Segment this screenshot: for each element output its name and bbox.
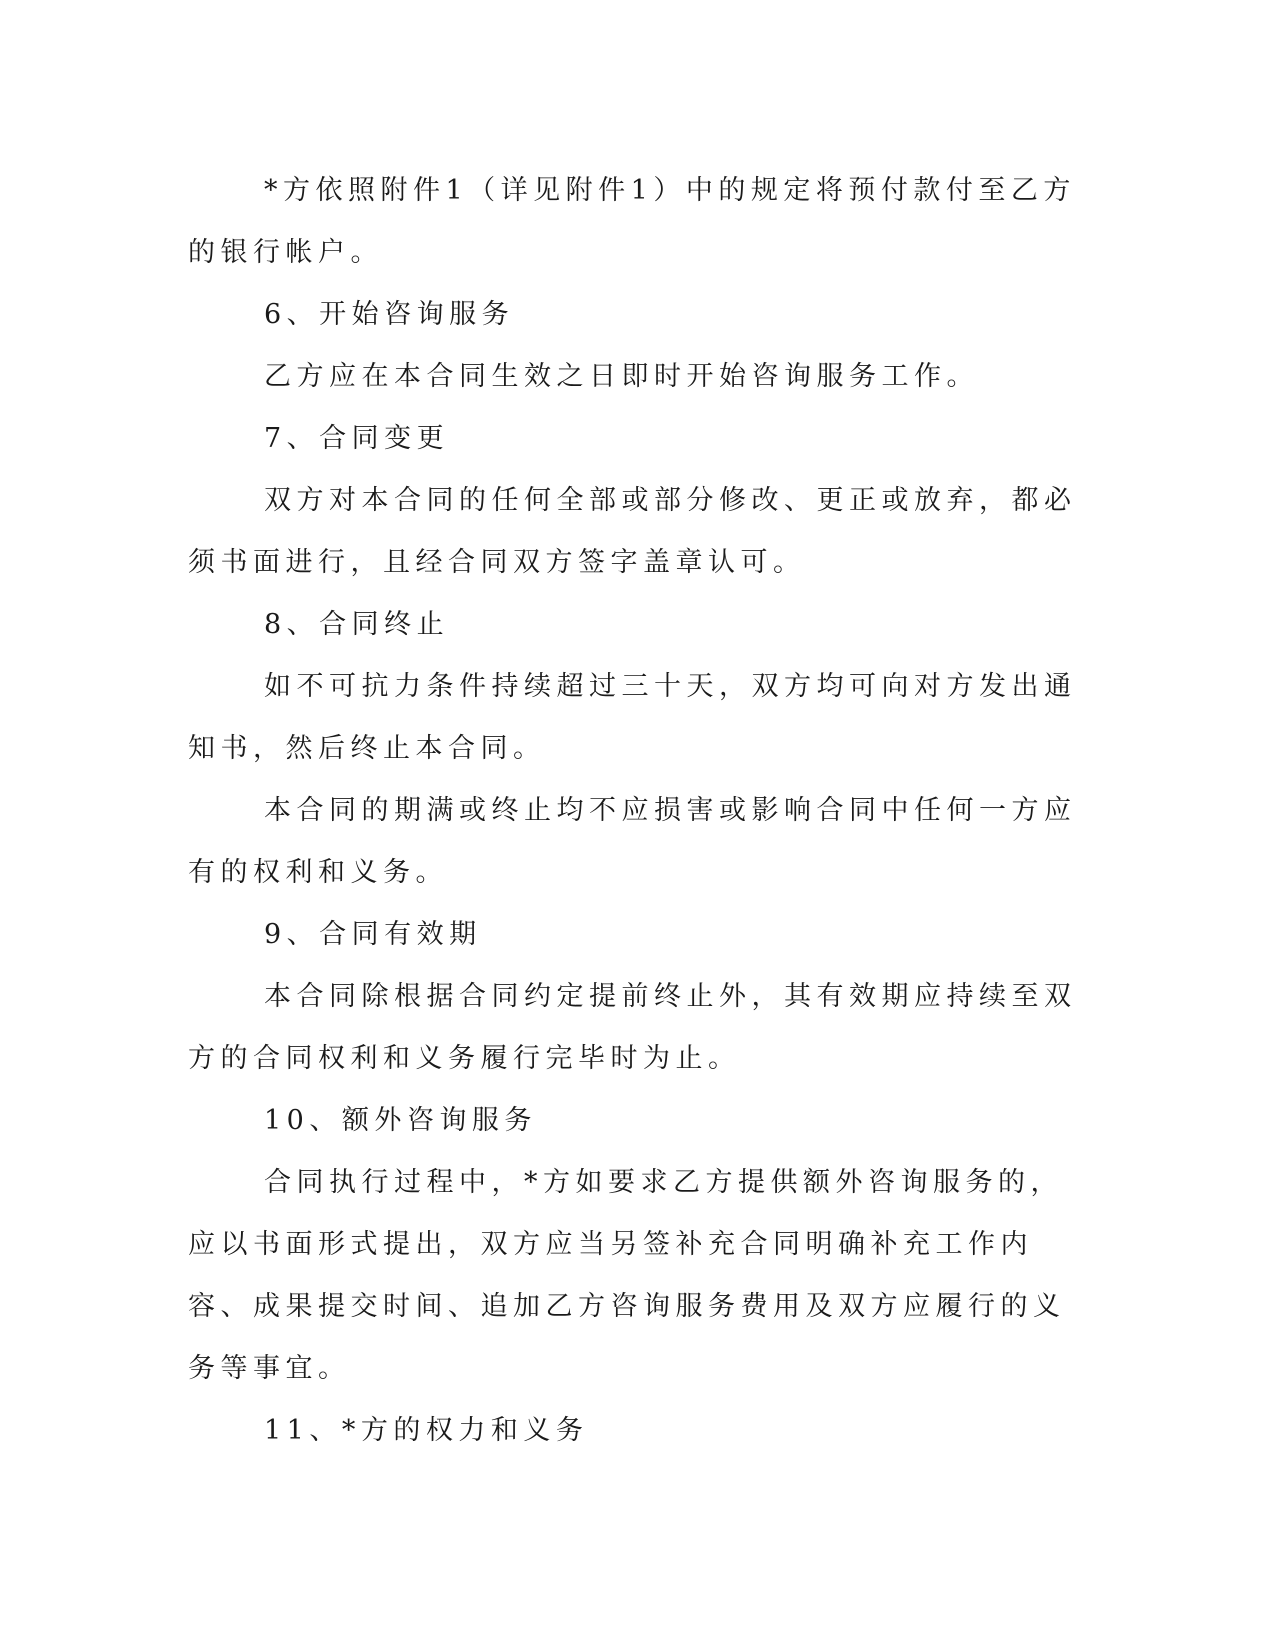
heading-start-consulting: 6、开始咨询服务 bbox=[264, 299, 515, 330]
paragraph-start-consulting: 乙方应在本合同生效之日即时开始咨询服务工作。 bbox=[264, 361, 979, 392]
heading-party-a-rights: 11、*方的权力和义务 bbox=[264, 1415, 589, 1446]
paragraph-force-majeure: 如不可抗力条件持续超过三十天，双方均可向对方发出通知书，然后终止本合同。 bbox=[188, 671, 1077, 764]
paragraph-validity-period: 本合同除根据合同约定提前终止外，其有效期应持续至双方的合同权利和义务履行完毕时为止。 bbox=[188, 981, 1077, 1074]
heading-extra-consulting: 10、额外咨询服务 bbox=[264, 1105, 537, 1136]
paragraph-prepayment: *方依照附件1（详见附件1）中的规定将预付款付至乙方的银行帐户。 bbox=[188, 175, 1076, 268]
heading-contract-termination: 8、合同终止 bbox=[264, 609, 450, 640]
heading-validity-period: 9、合同有效期 bbox=[264, 919, 482, 950]
paragraph-contract-change: 双方对本合同的任何全部或部分修改、更正或放弃，都必须书面进行，且经合同双方签字盖章认可。 bbox=[188, 485, 1077, 578]
heading-contract-change: 7、合同变更 bbox=[264, 423, 450, 454]
document-body bbox=[188, 160, 1078, 1462]
paragraph-termination-rights: 本合同的期满或终止均不应损害或影响合同中任何一方应有的权利和义务。 bbox=[188, 795, 1077, 888]
paragraph-extra-consulting: 合同执行过程中，*方如要求乙方提供额外咨询服务的，应以书面形式提出，双方应当另签补充合同明确补充工作内容、成果提交时间、追加乙方咨询服务费用及双方应履行的义务等事宜。 bbox=[188, 1167, 1066, 1384]
